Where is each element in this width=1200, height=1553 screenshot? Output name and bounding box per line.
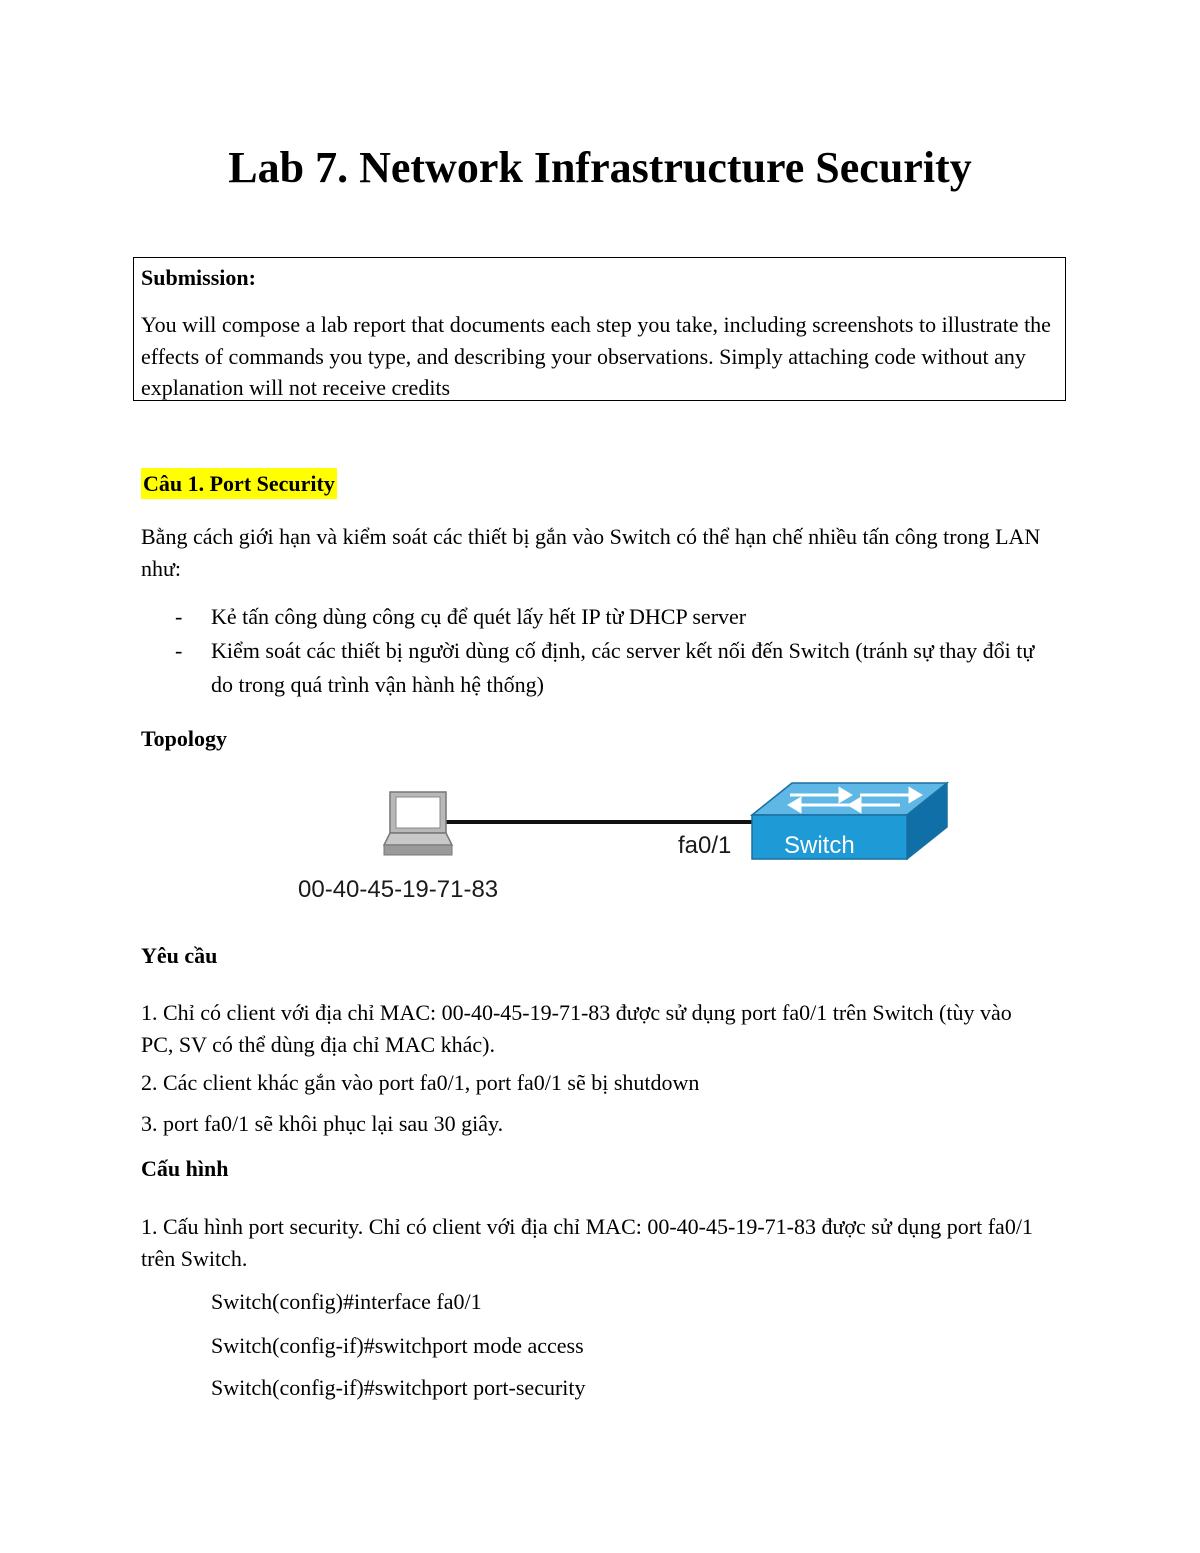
switch-label: Switch <box>784 832 855 859</box>
question1-heading: Câu 1. Port Security <box>141 468 337 499</box>
requirement-item: 3. port fa0/1 sẽ khôi phục lại sau 30 giây. <box>141 1111 504 1136</box>
command-line: Switch(config-if)#switchport port-security <box>211 1375 586 1400</box>
configuration-heading: Cấu hình <box>141 1156 229 1181</box>
command-line: Switch(config)#interface fa0/1 <box>211 1289 482 1314</box>
question1-intro: Bằng cách giới hạn và kiểm soát các thiết bị gắn vào Switch có thể hạn chế nhiều tấn công trong LAN như: <box>141 524 1041 581</box>
requirements-heading: Yêu cầu <box>141 943 218 968</box>
pc-icon <box>384 792 452 855</box>
submission-body: You will compose a lab report that documents each step you take, including screenshots to illustrate the effects of commands you type, and describing your observations. Simply attaching code without any explanation will not receive credits <box>141 312 1051 400</box>
configuration-step: 1. Cấu hình port security. Chỉ có client với địa chỉ MAC: 00-40-45-19-71-83 được sử dụng port fa0/1 trên Switch. <box>141 1214 1033 1271</box>
bullet-item: Kẻ tấn công dùng công cụ để quét lấy hết IP từ DHCP server <box>211 604 747 629</box>
bullet-marker: - <box>175 638 183 663</box>
command-line: Switch(config-if)#switchport mode access <box>211 1333 584 1358</box>
bullet-item: Kiểm soát các thiết bị người dùng cố định, các server kết nối đến Switch (tránh sự thay đổi tự do trong quá trình vận hành hệ thống) <box>211 638 1035 697</box>
pc-mac-label: 00-40-45-19-71-83 <box>298 876 499 903</box>
topology-heading: Topology <box>141 726 228 751</box>
bullet-marker: - <box>175 604 183 629</box>
page-title: Lab 7. Network Infrastructure Security <box>228 143 972 192</box>
requirement-item: 2. Các client khác gắn vào port fa0/1, port fa0/1 sẽ bị shutdown <box>141 1070 700 1095</box>
submission-heading: Submission: <box>141 265 256 290</box>
requirement-item: 1. Chỉ có client với địa chỉ MAC: 00-40-45-19-71-83 được sử dụng port fa0/1 trên Switch (tùy vào PC, SV có thể dùng địa chỉ MAC khác). <box>141 1000 1012 1057</box>
port-label: fa0/1 <box>678 832 732 859</box>
